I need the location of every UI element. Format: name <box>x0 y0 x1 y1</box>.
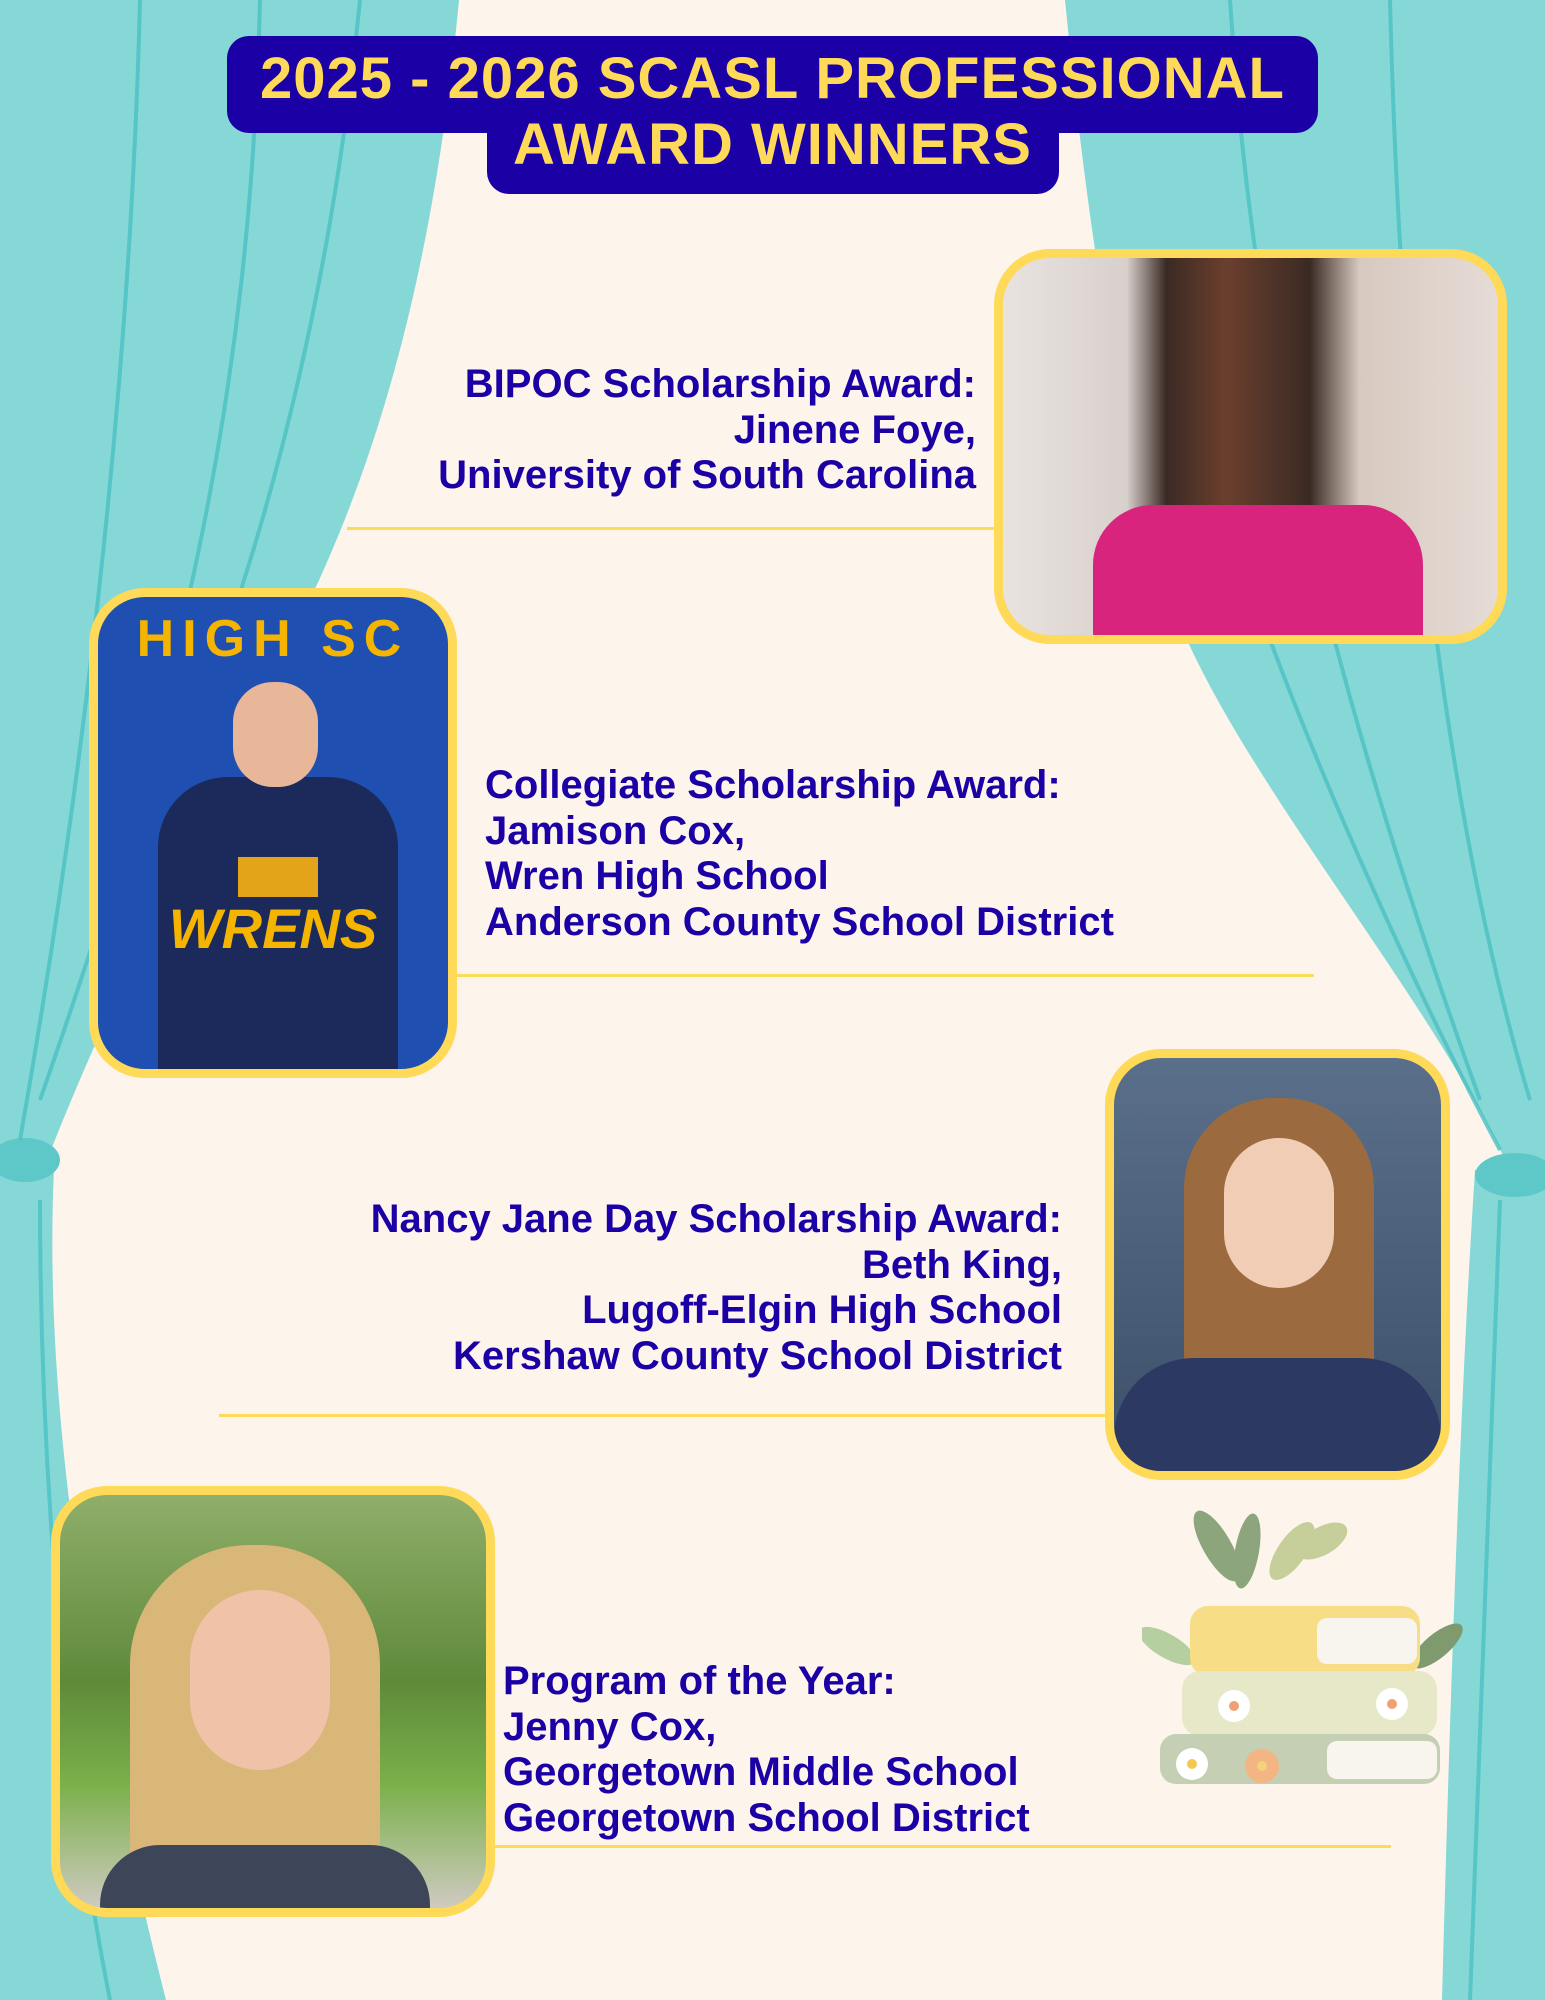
face <box>233 682 318 787</box>
divider-4 <box>495 1845 1391 1848</box>
award-program-of-the-year <box>503 1659 1030 1841</box>
winner-district: Anderson County School District <box>485 899 1114 944</box>
top <box>100 1845 430 1917</box>
award-title: Nancy Jane Day Scholarship Award: <box>370 1197 1062 1241</box>
winner-name: Jenny Cox, <box>503 1704 717 1749</box>
face <box>190 1590 330 1770</box>
jacket-text: WRENS <box>168 897 378 960</box>
divider-2 <box>457 974 1314 977</box>
title-line-1: 2025 - 2026 SCASL PROFESSIONAL <box>260 46 1285 111</box>
winner-school: Georgetown Middle School <box>503 1750 1019 1794</box>
pink-top <box>1093 505 1423 635</box>
award-nancy-jane-day <box>371 1197 1062 1379</box>
winner-district: Kershaw County School District <box>453 1333 1062 1378</box>
face <box>1224 1138 1334 1288</box>
award-title: Collegiate Scholarship Award: <box>485 763 1061 807</box>
jacket-stripe <box>238 857 318 897</box>
award-title: Program of the Year: <box>503 1659 896 1703</box>
divider-3 <box>219 1414 1105 1417</box>
winner-photo-jinene-foye <box>994 249 1507 644</box>
winner-school: Wren High School <box>485 854 829 898</box>
winner-photo-jenny-cox <box>51 1486 495 1917</box>
winner-name: Jinene Foye, <box>733 407 976 452</box>
winner-photo-beth-king <box>1105 1049 1450 1480</box>
blouse <box>1114 1358 1441 1480</box>
winner-name: Jamison Cox, <box>485 808 746 853</box>
award-title: BIPOC Scholarship Award: <box>464 362 976 406</box>
page-title <box>227 46 1318 178</box>
award-collegiate <box>485 763 1114 945</box>
winner-district: Georgetown School District <box>503 1795 1030 1840</box>
winner-school: Lugoff-Elgin High School <box>582 1288 1062 1332</box>
divider-1 <box>347 527 994 530</box>
award-bipoc <box>438 362 976 499</box>
winner-photo-jamison-cox <box>89 588 457 1078</box>
winner-name: Beth King, <box>862 1242 1062 1287</box>
book-stack-illustration <box>1142 1506 1467 1786</box>
winner-school: University of South Carolina <box>438 453 976 497</box>
title-line-2: AWARD WINNERS <box>513 112 1032 177</box>
banner-text: HIGH SC <box>136 610 410 668</box>
